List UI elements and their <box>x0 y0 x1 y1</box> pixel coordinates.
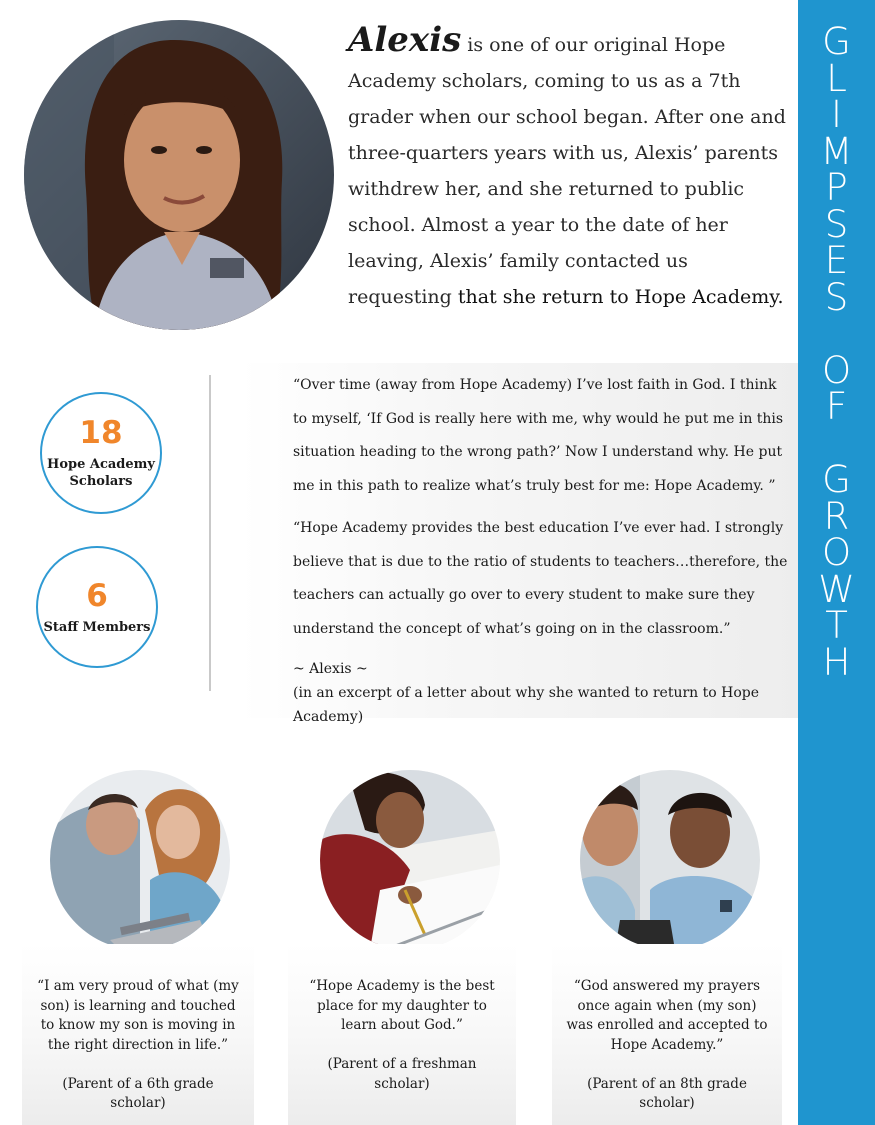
sidebar-letter: O <box>821 348 852 392</box>
vertical-divider <box>209 375 211 691</box>
testimonial-attribution: (Parent of a freshman scholar) <box>327 1056 477 1092</box>
stat-number: 6 <box>86 577 108 614</box>
intro-body-text: is one of our original Hope Academy scholars, coming to us as a 7th grader when our school began. After one and three-quarters years with us, Alexis’ parents withdrew her, and she returned to public school. Almost a year to the date of her leaving, Alexis’ family contacted us requesting <box>348 34 786 308</box>
sidebar-letter: P <box>825 166 848 209</box>
sidebar-letter: R <box>823 494 850 538</box>
sidebar-letter: W <box>818 567 855 611</box>
student-name: Alexis <box>348 20 462 60</box>
scholars-count-badge <box>40 392 162 514</box>
quote-signature-block <box>293 657 793 729</box>
staff-count-badge <box>36 546 158 668</box>
testimonial-card <box>22 944 254 1125</box>
sidebar-letter: S <box>824 202 849 246</box>
stat-label-line: Scholars <box>69 474 133 489</box>
intro-last-line: that she return to Hope Academy. <box>457 286 784 308</box>
testimonial-quote: “I am very proud of what (my son) is learning and touched to know my son is moving in the right direction in life.” <box>37 978 239 1053</box>
stat-label-line: Staff Members <box>43 619 151 635</box>
sidebar-letter: T <box>825 604 848 647</box>
testimonial-card <box>552 944 782 1125</box>
alexis-quote <box>293 369 788 646</box>
sidebar-letter: O <box>821 531 852 574</box>
quote-paragraph-2: “Hope Academy provides the best education I’ve ever had. I strongly believe that is due to the ratio of students to teachers…therefore, the teachers can actually go over to every student to make sure they understand the concept of what’s going on in the classroom.” <box>293 520 788 637</box>
testimonial-card <box>288 944 516 1125</box>
sidebar-title-banner <box>798 0 875 1125</box>
sidebar-letter: S <box>824 275 849 319</box>
student-writing-photo <box>320 770 500 950</box>
testimonial-quote: “God answered my prayers once again when (my son) was enrolled and accepted to Hope Academy.” <box>566 978 768 1053</box>
sidebar-letter: L <box>826 56 847 100</box>
students-laptop-photo <box>50 770 230 950</box>
alexis-portrait-photo <box>24 20 334 330</box>
testimonial-quote: “Hope Academy is the best place for my daughter to learn about God.” <box>309 978 495 1033</box>
stat-label-line: Hope Academy <box>47 457 155 472</box>
quote-paragraph-1: “Over time (away from Hope Academy) I’ve lost faith in God. I think to myself, ‘If God is really here with me, why would he put me in this situation heading to the wrong path?’ Now I understand why. He put me in this path to realize what’s truly best for me: Hope Academy. ” <box>293 377 784 494</box>
sidebar-letter: F <box>825 385 848 428</box>
sidebar-letter: G <box>822 458 851 501</box>
testimonial-attribution: (Parent of an 8th grade scholar) <box>587 1075 747 1111</box>
sidebar-letter: H <box>822 640 851 684</box>
intro-paragraph <box>348 22 793 315</box>
sidebar-letter: I <box>831 93 842 136</box>
sidebar-letter: G <box>822 20 851 63</box>
testimonial-attribution: (Parent of a 6th grade scholar) <box>62 1075 214 1111</box>
sidebar-letter: E <box>824 239 849 282</box>
stat-label <box>44 619 151 636</box>
quote-context: (in an excerpt of a letter about why she wanted to return to Hope Academy) <box>293 685 760 725</box>
stat-label <box>47 456 155 490</box>
stat-number: 18 <box>79 415 123 451</box>
students-conversation-photo <box>580 770 760 950</box>
quote-signature: ~ Alexis ~ <box>293 661 368 677</box>
sidebar-letter: M <box>820 129 853 173</box>
